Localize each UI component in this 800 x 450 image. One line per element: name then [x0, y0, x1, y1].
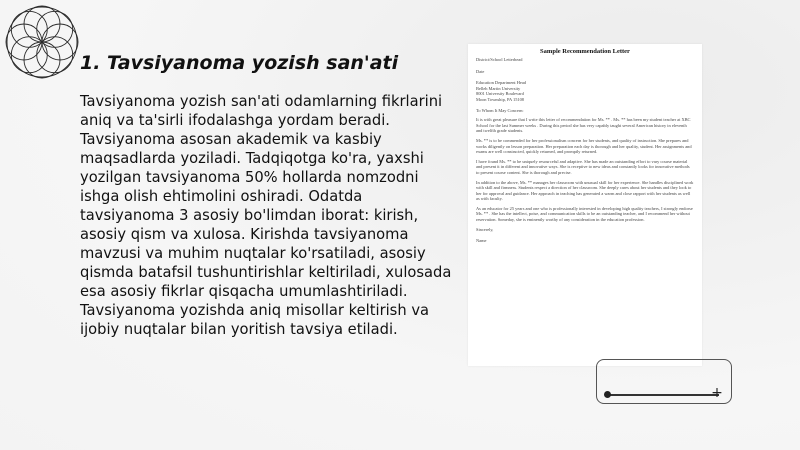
zoom-slider-track[interactable]: [607, 394, 719, 396]
zoom-slider-handle[interactable]: [604, 391, 611, 398]
letter-date: Date: [476, 68, 485, 74]
letter-paragraph-4: In addition to the above, Ms. ** manages her classroom with unusual skill for her experience. She handles disciplined work with skill and firmness. Students respect a direction of her classroom. She deeply cares about her students and they look to her for approval and guidance. Her approach in teaching has generated a warm and close rapport with her students as well as with faculty.: [476, 179, 694, 202]
letter-letterhead: District/School Letterhead: [476, 57, 523, 62]
letter-address: Education Department Head Belleh Martin University 8001 University Boulevard Moon Township, PA 15108: [476, 80, 526, 102]
letter-paragraph-5: As an educator for 25 years and one who is professionally interested in developing high quality teachers, I strongly endorse Ms. ** . She has the intellect, poise, and communication skills to be an outstanding teacher, and I recommend her without reservation. Someday, she is eminently worthy of any consideration in the education profession.: [476, 205, 693, 223]
slide-body-text: Tavsiyanoma yozish san'ati odamlarning fikrlarini aniq va ta'sirli ifodalashga yordam beradi. Tavsiyanoma asosan akademik va kasbiy maqsadlarda yoziladi. Tadqiqotga ko'ra, yaxshi yozilgan tavsiyanoma 50% hollarda nomzodni ishga olish ehtimolini oshiradi. Odatda tavsiyanoma 3 asosiy bo'limdan iborat: kirish, asosiy qism va xulosa. Kirishda tavsiyanoma mavzusi va muhim nuqtalar ko'rsatiladi, asosiy qismda batafsil tushuntirishlar keltiriladi, xulosada esa asosiy fikrlar qisqacha umumlashtiriladi. Tavsiyanoma yozishda aniq misollar keltirish va ijobiy nuqtalar bilan yoritish tavsiya etiladi.: [80, 93, 452, 338]
letter-closing: Sincerely,: [476, 226, 494, 232]
slide-title: 1. Tavsiyanoma yozish san'ati: [80, 52, 399, 74]
letter-paragraph-2: Ms. ** is to be commended for her professionalism concern for her students, and quality of instruction. She prepares and works diligently on lesson preparation. Her preparation each day is thorough and her quality, student. Her assignments and exams are well constructed, quickly returned, and promptly returned.: [476, 137, 692, 155]
zoom-slider-panel[interactable]: [596, 359, 732, 404]
mandala-logo-icon: [4, 4, 80, 80]
letter-paragraph-3: I have found Ms. ** to be uniquely resourceful and adaptive. She has made an outstanding effort to vary course material and present it in different and innovative ways. She is receptive to new ideas and constantly looks for innovative methods to present course content. She is thorough and precise.: [476, 158, 690, 175]
plus-icon[interactable]: +: [711, 385, 723, 401]
letter-signature: Name: [476, 238, 487, 244]
letter-greeting: To Whom It May Concern:: [476, 107, 524, 113]
letter-title: Sample Recommendation Letter: [540, 48, 630, 55]
letter-paragraph-1: It is with great pleasure that I write this letter of recommendation for Ms. ** . Ms. ** has been my student teacher at XBC School for the last Summer weeks . During this period she has very capably taught several American history in eleventh and twelfth grade students.: [476, 117, 691, 134]
recommendation-letter-image: [468, 44, 702, 366]
